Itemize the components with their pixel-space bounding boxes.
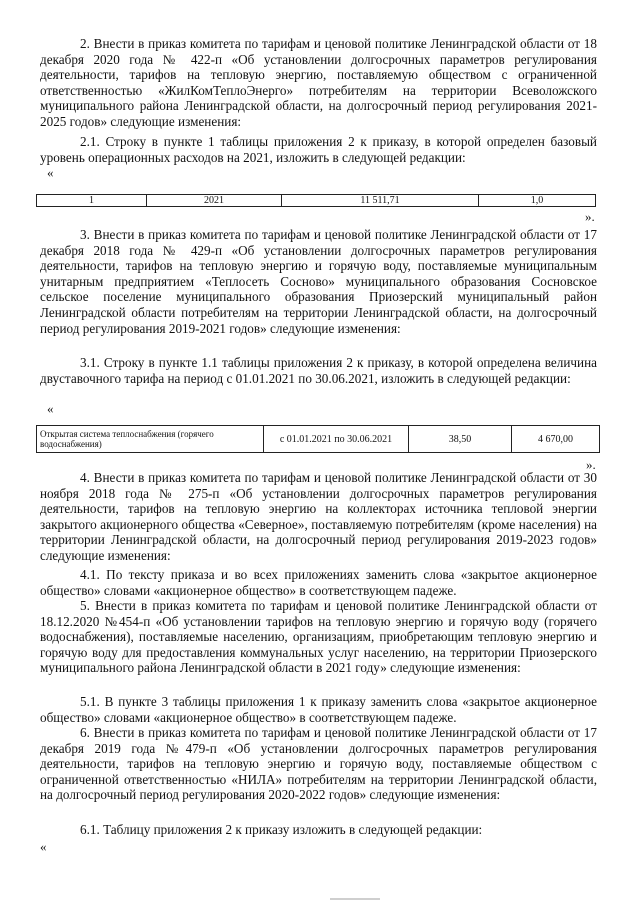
quote-open-3: « — [40, 839, 47, 854]
table-cell: с 01.01.2021 по 30.06.2021 — [264, 426, 409, 453]
paragraph-6: 6. Внести в приказ комитета по тарифам и ценовой политике Ленинградской области от 17 декабря 2019 года №479-п «Об установлении долгосрочных параметров регулирования деятельности, тарифов на тепловую энергию и горячую воду, поставляемые обществом с ограниченной ответственностью «НИЛА» потребителям на территории Ленинградской области, на долгосрочный период регулирования 2020-2022 годов» следующие изменения: — [40, 725, 597, 803]
table-row — [37, 195, 596, 207]
paragraph-3: 3. Внести в приказ комитета по тарифам и ценовой политике Ленинградской области от 17 декабря 2018 года № 429-п «Об установлении долгосрочных параметров регулирования деятельности, тарифов на тепловую энергию и горячую воду, поставляемые муниципальным унитарным предприятием «Теплосеть Сосново» муниципального образования Сосновское сельское поселение муниципального образования Приозерский муниципальный район Ленинградской области потребителям на территории Ленинградской области, на долгосрочный период регулирования 2019-2021 годов» следующие изменения: — [40, 227, 597, 336]
table-two-part-tariff — [36, 425, 600, 453]
scan-artifact — [330, 898, 380, 900]
paragraph-6-1: 6.1. Таблицу приложения 2 к приказу изложить в следующей редакции: — [80, 822, 483, 837]
quote-open-2: « — [47, 401, 54, 416]
table-cell: 2021 — [147, 195, 282, 207]
table-cell: 1 — [37, 195, 147, 207]
table-cell: 1,0 — [479, 195, 596, 207]
table-operating-costs — [36, 194, 596, 207]
table-cell: Открытая система теплоснабжения (горячего водоснабжения) — [37, 426, 264, 453]
quote-close-2: ». — [586, 457, 596, 472]
table-cell: 4 670,00 — [512, 426, 600, 453]
paragraph-4-1: 4.1. По тексту приказа и во всех приложениях заменить слова «закрытое акционерное общество» словами «акционерное общество» в соответствующем падеже. — [40, 567, 597, 598]
paragraph-2-1: 2.1. Строку в пункте 1 таблицы приложения 2 к приказу, в которой определен базовый уровень операционных расходов на 2021, изложить в следующей редакции: — [40, 134, 597, 165]
table-cell: 11 511,71 — [282, 195, 479, 207]
paragraph-3-1: 3.1. Строку в пункте 1.1 таблицы приложения 2 к приказу, в которой определена величина двуставочного тарифа на период с 01.01.2021 по 30.06.2021, изложить в следующей редакции: — [40, 355, 597, 386]
paragraph-5: 5. Внести в приказ комитета по тарифам и ценовой политике Ленинградской области от 18.12.2020 №454-п «Об установлении тарифов на тепловую энергию и горячую воду (горячего водоснабжения), поставляемые населению, организациям, приобретающим тепловую энергию и горячую воду для предоставления коммунальных услуг населению, на территории Приозерского муниципального района Ленинградской области в 2021 году» следующие изменения: — [40, 598, 597, 676]
paragraph-4: 4. Внести в приказ комитета по тарифам и ценовой политике Ленинградской области от 30 ноября 2018 года № 275-п «Об установлении долгосрочных параметров регулирования деятельности, тарифов на тепловую энергию на коллекторах источника тепловой энергии закрытого акционерного общества «Северное», поставляемую потребителям (кроме населения) на территории Ленинградской области, на долгосрочный период регулирования 2019-2023 годов» следующие изменения: — [40, 470, 597, 563]
table-cell: 38,50 — [409, 426, 512, 453]
paragraph-2: 2. Внести в приказ комитета по тарифам и ценовой политике Ленинградской области от 18 декабря 2020 года № 422-п «Об установлении долгосрочных параметров регулирования деятельности, тарифов на тепловую энергию, поставляемую обществом с ограниченной ответственностью «ЖилКомТеплоЭнерго» потребителям на территории Всеволожского муниципального района Ленинградской области, на долгосрочный период регулирования 2021-2025 годов» следующие изменения: — [40, 36, 597, 129]
table-row — [37, 426, 600, 453]
quote-open-1: « — [47, 165, 54, 180]
quote-close-1: ». — [585, 209, 595, 224]
paragraph-5-1: 5.1. В пункте 3 таблицы приложения 1 к приказу заменить слова «закрытое акционерное общество» словами «акционерное общество» в соответствующем падеже. — [40, 694, 597, 725]
